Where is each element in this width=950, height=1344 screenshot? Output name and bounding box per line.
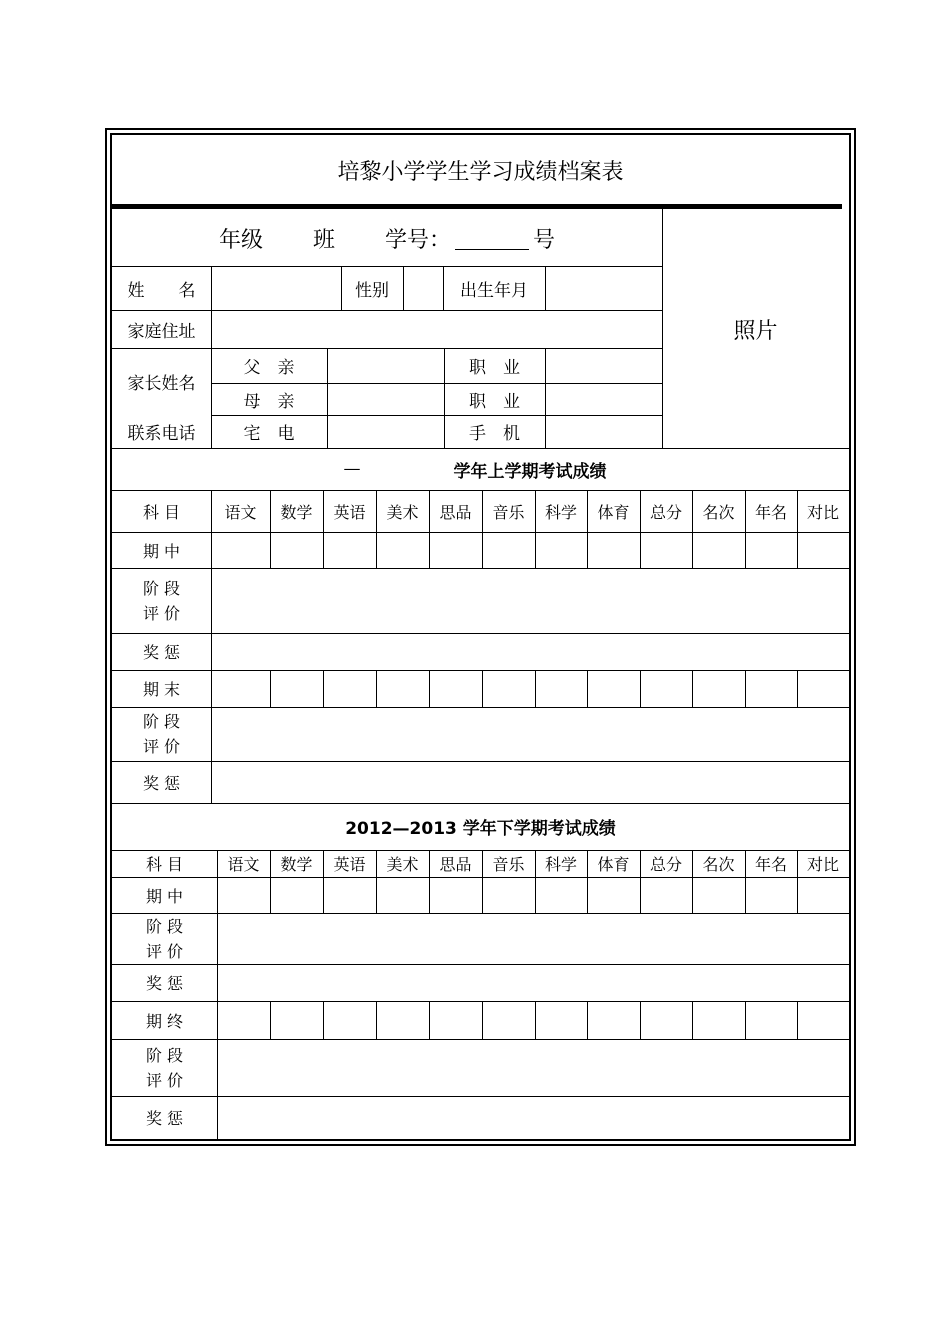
sem1-final-score-cell[interactable]	[692, 670, 745, 707]
sem1-row-subjects-label: 科 目	[142, 502, 181, 522]
father-occupation-field[interactable]	[545, 348, 662, 383]
sem1-title-prefix: —	[343, 459, 361, 479]
sem1-final-score-cell[interactable]	[797, 670, 849, 707]
class-label: 班	[312, 228, 335, 253]
sem1-midterm-score-cell[interactable]	[692, 532, 745, 568]
sem2-subject-header: 英语	[333, 855, 366, 874]
sem1-subject-header: 对比	[806, 502, 839, 522]
sem2-midterm-score-cell[interactable]	[429, 877, 482, 913]
sem1-midterm-score-cell[interactable]	[482, 532, 535, 568]
sem2-row-midterm-label: 期 中	[145, 886, 184, 906]
sem2-final-score-cell[interactable]	[482, 1001, 535, 1039]
sem1-subject-header: 名次	[702, 502, 735, 522]
name-label: 姓 名	[127, 280, 196, 301]
sem1-midterm-score-cell[interactable]	[376, 532, 429, 568]
birth-field[interactable]	[545, 266, 662, 310]
sem1-subject-header: 语文	[224, 502, 257, 522]
sem1-midterm-score-cell[interactable]	[429, 532, 482, 568]
sem2-midterm-score-cell[interactable]	[587, 877, 640, 913]
father-label: 父 亲	[243, 358, 295, 378]
father-field[interactable]	[327, 348, 444, 383]
mother-field[interactable]	[327, 383, 444, 415]
sem1-subject-header: 音乐	[492, 502, 525, 522]
sem2-midterm-eval-field[interactable]	[217, 913, 849, 964]
address-field[interactable]	[211, 310, 662, 348]
sem2-final-score-cell[interactable]	[217, 1001, 270, 1039]
sem1-midterm-score-cell[interactable]	[745, 532, 797, 568]
sem1-midterm-score-cell[interactable]	[323, 532, 376, 568]
sem1-midterm-reward-field[interactable]	[211, 633, 849, 670]
home-phone-label: 宅 电	[243, 424, 295, 444]
sem1-title: 学年上学期考试成绩	[453, 461, 607, 482]
sem1-subject-header: 美术	[386, 502, 419, 522]
document-title: 培黎小学学生学习成绩档案表	[337, 159, 624, 185]
sem2-final-score-cell[interactable]	[323, 1001, 376, 1039]
sem1-final-score-cell[interactable]	[211, 670, 270, 707]
sem2-subject-header: 科学	[544, 855, 577, 874]
sem1-midterm-eval-field[interactable]	[211, 568, 849, 633]
sem1-midterm-score-cell[interactable]	[587, 532, 640, 568]
sem2-row-final-eval-label: 阶 段 评 价	[145, 1045, 184, 1090]
photo-box[interactable]	[662, 211, 849, 448]
sem1-row-midterm-label: 期 中	[142, 541, 181, 561]
sem2-midterm-score-cell[interactable]	[323, 877, 376, 913]
sem2-subject-header: 音乐	[492, 855, 525, 874]
grade-class-row	[112, 211, 662, 266]
sem2-subject-header: 对比	[806, 855, 839, 874]
sem1-final-score-cell[interactable]	[535, 670, 587, 707]
sem1-row-final-label: 期 末	[142, 680, 181, 699]
sem1-midterm-score-cell[interactable]	[797, 532, 849, 568]
sem1-final-score-cell[interactable]	[376, 670, 429, 707]
sem2-midterm-score-cell[interactable]	[797, 877, 849, 913]
sem2-row-subjects-label: 科 目	[145, 855, 184, 874]
sem1-final-score-cell[interactable]	[587, 670, 640, 707]
sem1-row-final-eval-label: 阶 段 评 价	[142, 712, 181, 756]
sem1-midterm-score-cell[interactable]	[640, 532, 692, 568]
sem2-subject-header: 语文	[227, 855, 260, 874]
student-no-suffix: 号	[533, 228, 556, 253]
home-phone-field[interactable]	[327, 415, 444, 448]
sem2-subject-header: 美术	[386, 855, 419, 874]
sem2-subject-header: 名次	[702, 855, 735, 874]
sem2-subject-header: 数学	[280, 855, 313, 874]
sem1-final-eval-field[interactable]	[211, 707, 849, 761]
sem1-final-score-cell[interactable]	[640, 670, 692, 707]
mother-occupation-label: 职 业	[469, 391, 520, 412]
gender-label: 性别	[355, 280, 389, 301]
photo-label: 照片	[733, 319, 778, 344]
sem1-subject-header: 体育	[597, 502, 630, 522]
sem1-subject-header: 总分	[649, 502, 682, 522]
sem2-final-score-cell[interactable]	[587, 1001, 640, 1039]
sem2-midterm-score-cell[interactable]	[745, 877, 797, 913]
grade-label: 年级	[218, 228, 263, 253]
sem2-midterm-score-cell[interactable]	[535, 877, 587, 913]
sem2-subject-header: 体育	[597, 855, 630, 874]
contact-label: 联系电话	[127, 424, 196, 444]
sem1-row-midterm-reward-label: 奖 惩	[142, 643, 181, 662]
sem2-final-score-cell[interactable]	[535, 1001, 587, 1039]
sem2-row-midterm-eval-label: 阶 段 评 价	[145, 916, 184, 961]
birth-label: 出生年月	[460, 280, 528, 301]
sem1-midterm-score-cell[interactable]	[535, 532, 587, 568]
sem1-midterm-score-cell[interactable]	[211, 532, 270, 568]
sem1-final-score-cell[interactable]	[745, 670, 797, 707]
sem2-title: 2012—2013 学年下学期考试成绩	[345, 819, 616, 839]
sem1-subject-header: 年名	[754, 502, 787, 522]
sem1-subject-header: 思品	[439, 502, 472, 522]
sem2-midterm-score-cell[interactable]	[482, 877, 535, 913]
name-field[interactable]	[211, 266, 341, 310]
sem1-final-reward-field[interactable]	[211, 761, 849, 803]
sem2-midterm-score-cell[interactable]	[692, 877, 745, 913]
student-no-label: 学号：	[385, 228, 452, 253]
sem2-final-score-cell[interactable]	[270, 1001, 323, 1039]
sem1-subject-header: 英语	[333, 502, 366, 522]
sem1-row-midterm-eval-label: 阶 段 评 价	[142, 578, 181, 623]
sem2-midterm-score-cell[interactable]	[640, 877, 692, 913]
sem2-final-score-cell[interactable]	[745, 1001, 797, 1039]
mother-occupation-field[interactable]	[545, 383, 662, 415]
title-divider	[112, 204, 842, 209]
sem2-final-score-cell[interactable]	[640, 1001, 692, 1039]
sem2-subject-header: 总分	[649, 855, 682, 874]
sem2-midterm-reward-field[interactable]	[217, 964, 849, 1001]
sem1-final-score-cell[interactable]	[482, 670, 535, 707]
sem2-midterm-score-cell[interactable]	[270, 877, 323, 913]
sem1-row-final-reward-label: 奖 惩	[142, 773, 181, 793]
address-label: 家庭住址	[127, 321, 196, 342]
mobile-label: 手 机	[469, 424, 520, 444]
sem2-midterm-score-cell[interactable]	[376, 877, 429, 913]
sem2-midterm-score-cell[interactable]	[217, 877, 270, 913]
father-occupation-label: 职 业	[469, 358, 520, 378]
student-no-blank[interactable]	[455, 227, 529, 250]
sem2-final-eval-field[interactable]	[217, 1039, 849, 1096]
sem1-midterm-score-cell[interactable]	[270, 532, 323, 568]
sem1-subject-header: 科学	[544, 502, 577, 522]
sem1-subject-header: 数学	[280, 502, 313, 522]
mother-label: 母 亲	[243, 391, 295, 412]
sem2-final-score-cell[interactable]	[797, 1001, 849, 1039]
sem2-subject-header: 思品	[439, 855, 472, 874]
parent-name-label: 家长姓名	[127, 374, 196, 394]
sem1-final-score-cell[interactable]	[429, 670, 482, 707]
sem2-final-score-cell[interactable]	[429, 1001, 482, 1039]
sem2-row-final-label: 期 终	[145, 1011, 184, 1031]
sem2-final-score-cell[interactable]	[692, 1001, 745, 1039]
sem1-final-score-cell[interactable]	[323, 670, 376, 707]
sem2-final-reward-field[interactable]	[217, 1096, 849, 1139]
gender-field[interactable]	[403, 266, 443, 310]
sem2-row-midterm-reward-label: 奖 惩	[145, 974, 184, 993]
sem2-subject-header: 年名	[754, 855, 787, 874]
sem2-final-score-cell[interactable]	[376, 1001, 429, 1039]
sem1-final-score-cell[interactable]	[270, 670, 323, 707]
mobile-field[interactable]	[545, 415, 662, 448]
sem2-row-final-reward-label: 奖 惩	[145, 1109, 184, 1128]
